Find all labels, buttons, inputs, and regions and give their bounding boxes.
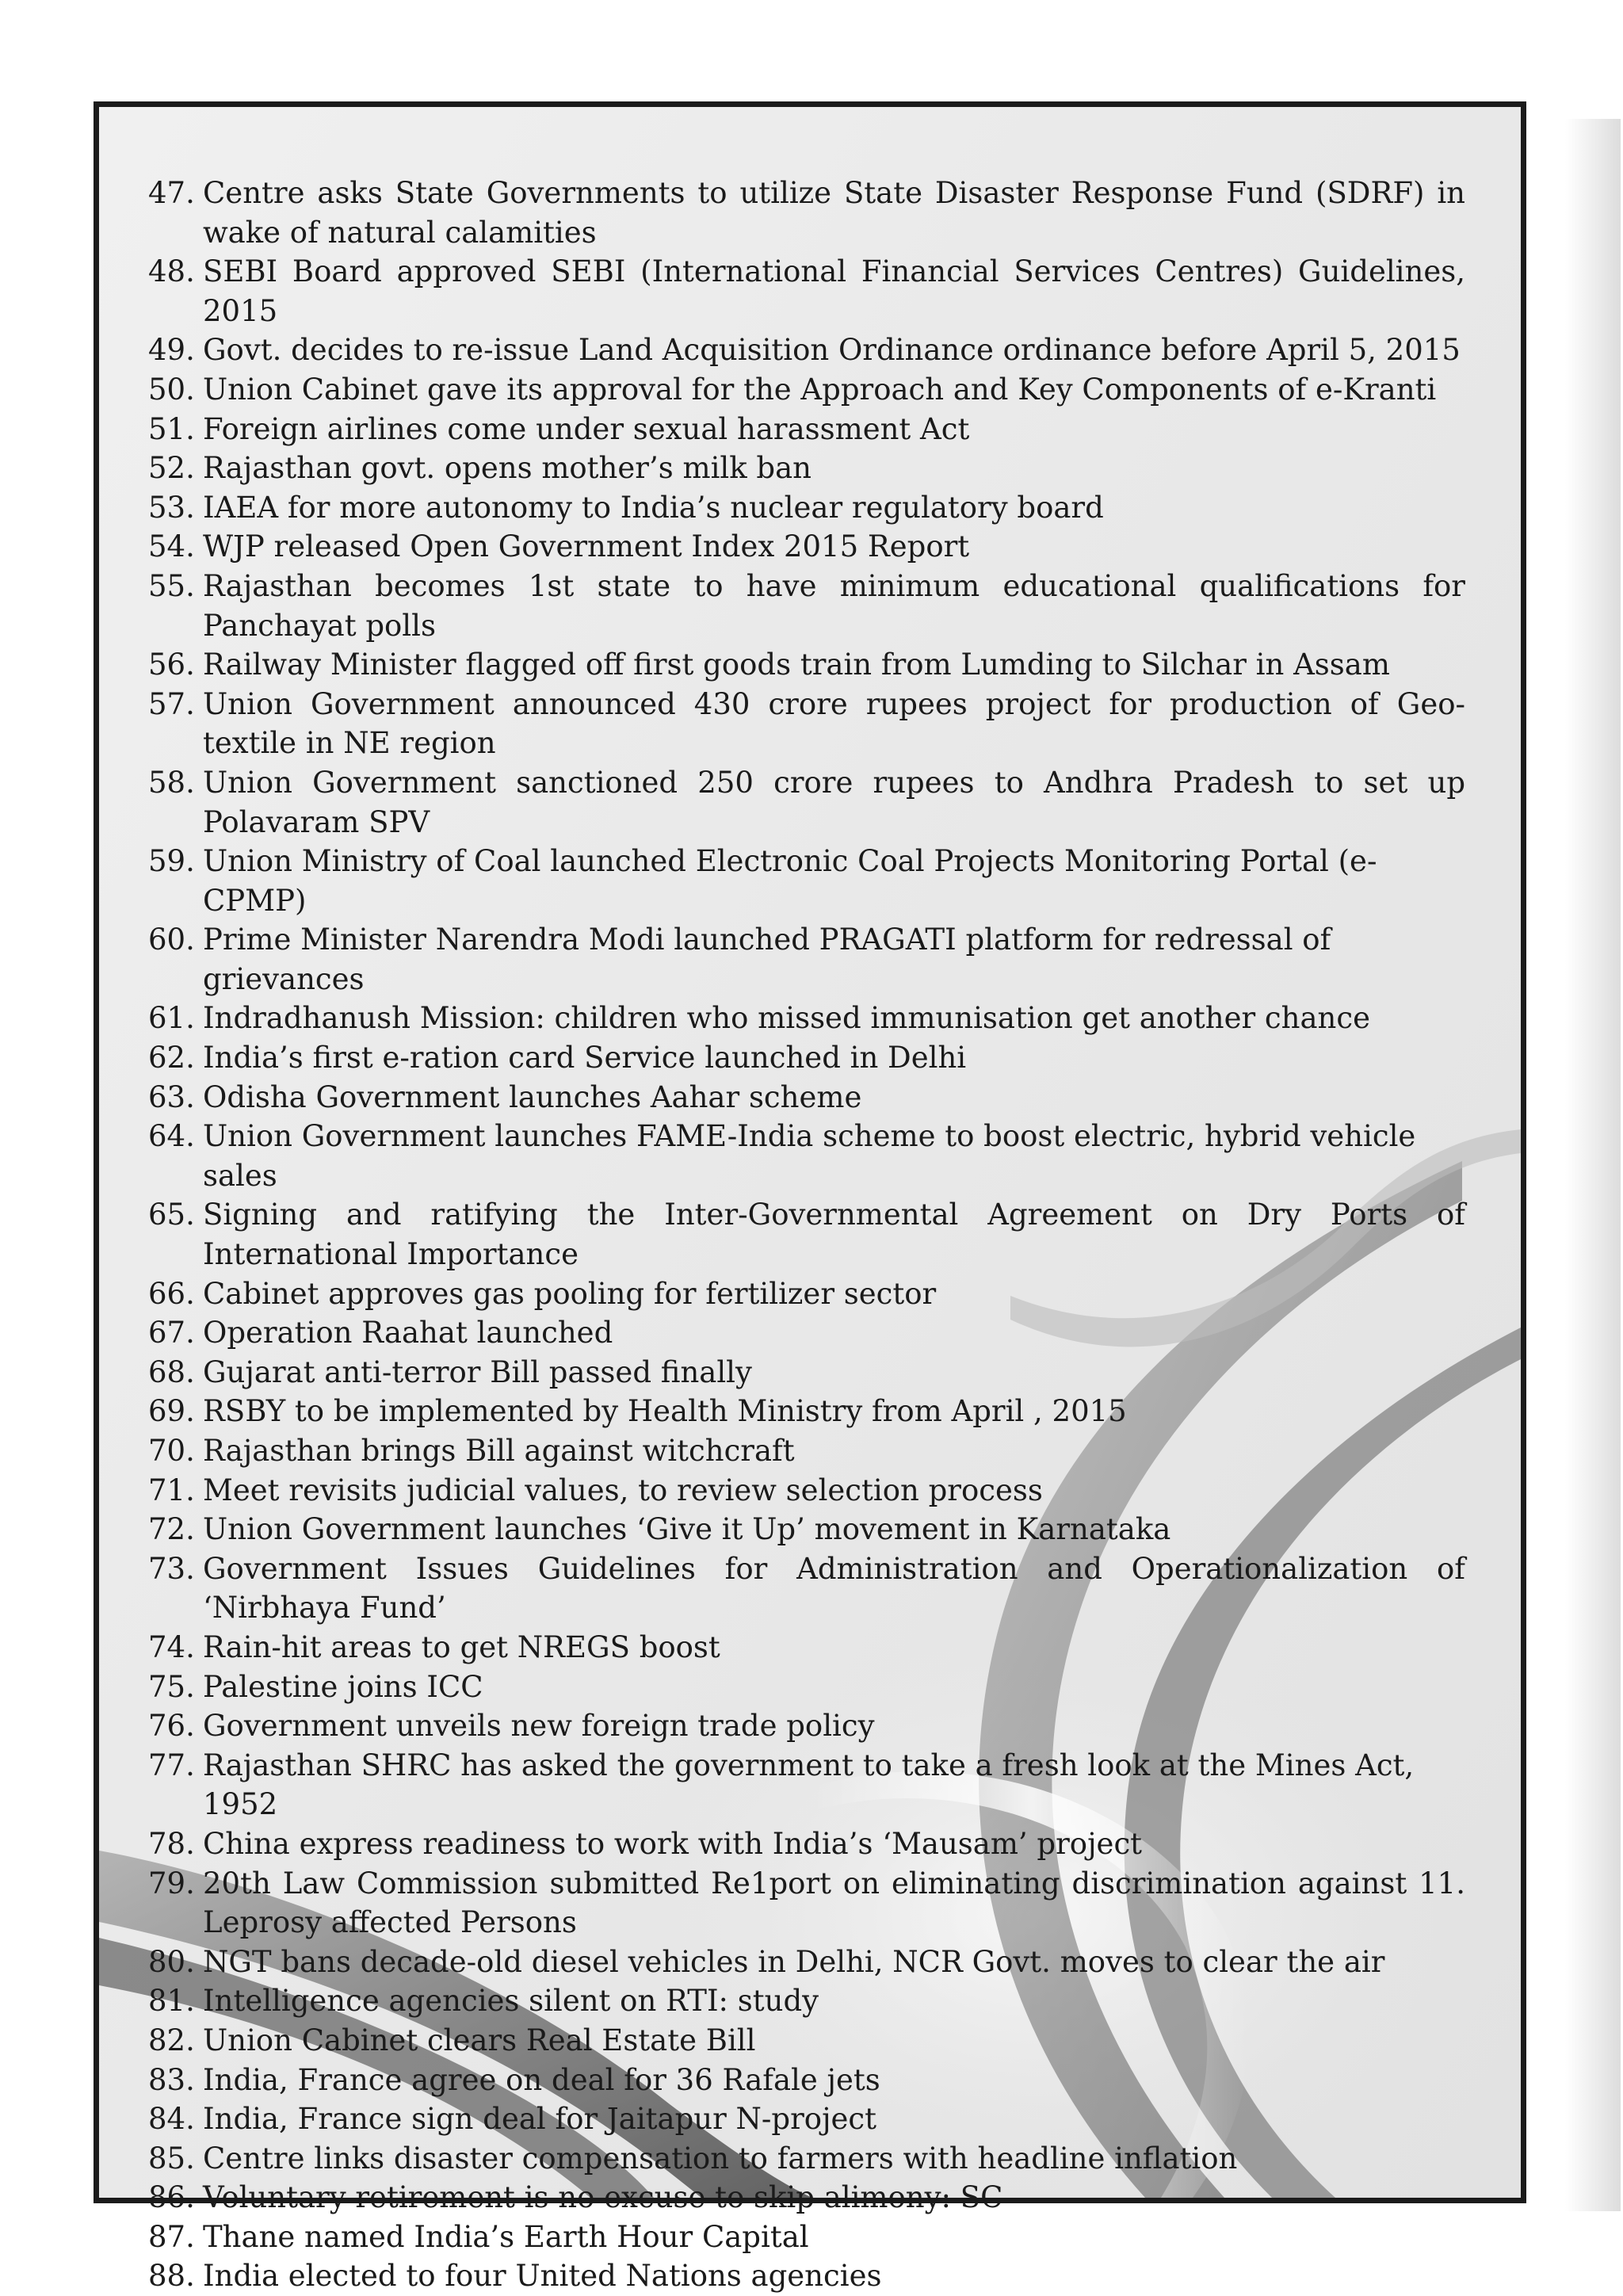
item-number: 82. <box>148 2023 195 2057</box>
list-item <box>148 2218 1465 2257</box>
list-item <box>148 763 1465 842</box>
item-number: 51. <box>148 411 195 446</box>
item-text: India’s first e-ration card Service launched in Delhi <box>203 1041 967 1075</box>
item-text: Signing and ratifying the Inter-Governmental Agreement on Dry Ports of International Importance <box>203 1198 1465 1272</box>
item-number: 72. <box>148 1512 195 1547</box>
item-text: Indradhanush Mission: children who missed immunisation get another chance <box>203 1001 1370 1036</box>
item-text: China express readiness to work with India’s ‘Mausam’ project <box>203 1826 1143 1861</box>
item-text: Intelligence agencies silent on RTI: study <box>203 1984 819 2019</box>
item-text: Odisha Government launches Aahar scheme <box>203 1079 862 1114</box>
item-text: Railway Minister flagged off first goods train from Lumding to Silchar in Assam <box>203 648 1390 682</box>
list-item <box>148 1353 1465 1392</box>
item-text: Union Government sanctioned 250 crore rupees to Andhra Pradesh to set up Polavaram SPV <box>203 765 1465 839</box>
list-item <box>148 1864 1465 1943</box>
page-edge-shade <box>1565 119 1621 2211</box>
item-text: Palestine joins ICC <box>203 1669 483 1704</box>
list-item <box>148 1117 1465 1195</box>
item-text: RSBY to be implemented by Health Ministry from April , 2015 <box>203 1394 1127 1429</box>
item-number: 52. <box>148 451 195 486</box>
item-number: 84. <box>148 2102 195 2137</box>
item-number: 63. <box>148 1079 195 1114</box>
list-item <box>148 488 1465 528</box>
list-item <box>148 527 1465 567</box>
list-item <box>148 1392 1465 1431</box>
list-item <box>148 410 1465 449</box>
list-item <box>148 567 1465 645</box>
list-item <box>148 1471 1465 1511</box>
item-number: 69. <box>148 1394 195 1429</box>
list-item <box>148 1746 1465 1824</box>
item-text: Union Government launches FAME-India scheme to boost electric, hybrid vehicle sales <box>203 1119 1416 1193</box>
list-item <box>148 2139 1465 2179</box>
item-text: Govt. decides to re-issue Land Acquisition Ordinance ordinance before April 5, 2015 <box>203 333 1461 368</box>
item-number: 79. <box>148 1866 195 1901</box>
list-item <box>148 920 1465 999</box>
item-number: 73. <box>148 1551 195 1586</box>
item-number: 68. <box>148 1354 195 1389</box>
list-item <box>148 1078 1465 1117</box>
item-number: 57. <box>148 686 195 721</box>
item-number: 65. <box>148 1198 195 1232</box>
item-number: 77. <box>148 1748 195 1782</box>
list-item <box>148 2256 1465 2296</box>
item-number: 83. <box>148 2062 195 2097</box>
list-item <box>148 2061 1465 2100</box>
item-text: Rajasthan govt. opens mother’s milk ban <box>203 451 812 486</box>
item-text: Centre asks State Governments to utilize State Disaster Response Fund (SDRF) in wake of natural calamities <box>203 176 1465 250</box>
news-item-list <box>148 174 1465 2296</box>
item-text: Union Government announced 430 crore rupees project for production of Geo-textile in NE region <box>203 686 1465 761</box>
list-item <box>148 1981 1465 2021</box>
item-text: Government unveils new foreign trade policy <box>203 1709 875 1744</box>
list-item <box>148 1549 1465 1628</box>
item-number: 87. <box>148 2219 195 2254</box>
item-text: 20th Law Commission submitted Re1port on eliminating discrimination against 11. Leprosy affected Persons <box>203 1866 1465 1940</box>
item-number: 64. <box>148 1119 195 1154</box>
item-text: Union Cabinet gave its approval for the Approach and Key Components of e-Kranti <box>203 372 1437 407</box>
item-number: 85. <box>148 2141 195 2176</box>
item-number: 50. <box>148 372 195 407</box>
item-text: SEBI Board approved SEBI (International Financial Services Centres) Guidelines, 2015 <box>203 254 1465 328</box>
list-item <box>148 1431 1465 1471</box>
item-text: Cabinet approves gas pooling for fertilizer sector <box>203 1276 937 1311</box>
item-number: 59. <box>148 844 195 879</box>
item-number: 74. <box>148 1629 195 1664</box>
list-item <box>148 1943 1465 1982</box>
list-item <box>148 999 1465 1038</box>
item-number: 62. <box>148 1041 195 1075</box>
list-item <box>148 1706 1465 1746</box>
list-item <box>148 1510 1465 1549</box>
item-number: 81. <box>148 1984 195 2019</box>
item-text: NGT bans decade-old diesel vehicles in Delhi, NCR Govt. moves to clear the air <box>203 1944 1385 1979</box>
item-text: IAEA for more autonomy to India’s nuclear regulatory board <box>203 490 1104 525</box>
content-frame <box>94 101 1526 2294</box>
item-number: 47. <box>148 176 195 210</box>
list-item <box>148 645 1465 685</box>
item-text: India, France sign deal for Jaitapur N-project <box>203 2102 877 2137</box>
item-text: Thane named India’s Earth Hour Capital <box>203 2219 809 2254</box>
item-number: 78. <box>148 1826 195 1861</box>
list-item <box>148 1824 1465 1864</box>
list-item <box>148 252 1465 330</box>
item-number: 48. <box>148 254 195 289</box>
item-text: Gujarat anti-terror Bill passed finally <box>203 1354 752 1389</box>
list-item <box>148 685 1465 763</box>
item-number: 61. <box>148 1001 195 1036</box>
list-item <box>148 1038 1465 1078</box>
item-text: Operation Raahat launched <box>203 1316 613 1350</box>
item-text: India elected to four United Nations agencies <box>203 2259 882 2294</box>
item-number: 76. <box>148 1709 195 1744</box>
item-text: Meet revisits judicial values, to review selection process <box>203 1473 1043 1507</box>
item-number: 71. <box>148 1473 195 1507</box>
item-text: India, France agree on deal for 36 Rafale jets <box>203 2062 880 2097</box>
list-item <box>148 330 1465 370</box>
list-item <box>148 2178 1465 2218</box>
item-text: Government Issues Guidelines for Administration and Operationalization of ‘Nirbhaya Fund’ <box>203 1551 1465 1626</box>
item-text: Prime Minister Narendra Modi launched PRAGATI platform for redressal of grievances <box>203 923 1331 996</box>
item-text: Voluntary retirement is no excuse to skip alimony: SC <box>203 2180 1003 2215</box>
item-text: Rajasthan SHRC has asked the government to take a fresh look at the Mines Act, 1952 <box>203 1748 1415 1822</box>
item-text: Union Government launches ‘Give it Up’ movement in Karnataka <box>203 1512 1171 1547</box>
list-item <box>148 1628 1465 1668</box>
item-number: 58. <box>148 765 195 800</box>
item-text: Union Ministry of Coal launched Electronic Coal Projects Monitoring Portal (e-CPMP) <box>203 844 1377 918</box>
item-text: Union Cabinet clears Real Estate Bill <box>203 2023 756 2057</box>
item-text: Rajasthan brings Bill against witchcraft <box>203 1434 795 1468</box>
item-number: 60. <box>148 923 195 957</box>
item-number: 70. <box>148 1434 195 1468</box>
list-item <box>148 1195 1465 1274</box>
list-item <box>148 449 1465 488</box>
list-item <box>148 842 1465 920</box>
list-item <box>148 1668 1465 1707</box>
item-number: 88. <box>148 2259 195 2294</box>
item-number: 55. <box>148 568 195 603</box>
list-item <box>148 2021 1465 2061</box>
item-number: 86. <box>148 2180 195 2215</box>
list-item <box>148 1274 1465 1314</box>
item-number: 75. <box>148 1669 195 1704</box>
item-number: 67. <box>148 1316 195 1350</box>
item-text: Rajasthan becomes 1st state to have minimum educational qualifications for Panchayat polls <box>203 568 1465 643</box>
item-number: 53. <box>148 490 195 525</box>
item-text: WJP released Open Government Index 2015 Report <box>203 529 970 564</box>
list-item <box>148 1313 1465 1353</box>
item-number: 66. <box>148 1276 195 1311</box>
item-text: Foreign airlines come under sexual harassment Act <box>203 411 970 446</box>
item-number: 49. <box>148 333 195 368</box>
list-item <box>148 370 1465 410</box>
item-text: Rain-hit areas to get NREGS boost <box>203 1629 720 1664</box>
item-number: 56. <box>148 648 195 682</box>
list-item <box>148 174 1465 252</box>
item-number: 80. <box>148 1944 195 1979</box>
list-item <box>148 2099 1465 2139</box>
item-text: Centre links disaster compensation to farmers with headline inflation <box>203 2141 1238 2176</box>
item-number: 54. <box>148 529 195 564</box>
